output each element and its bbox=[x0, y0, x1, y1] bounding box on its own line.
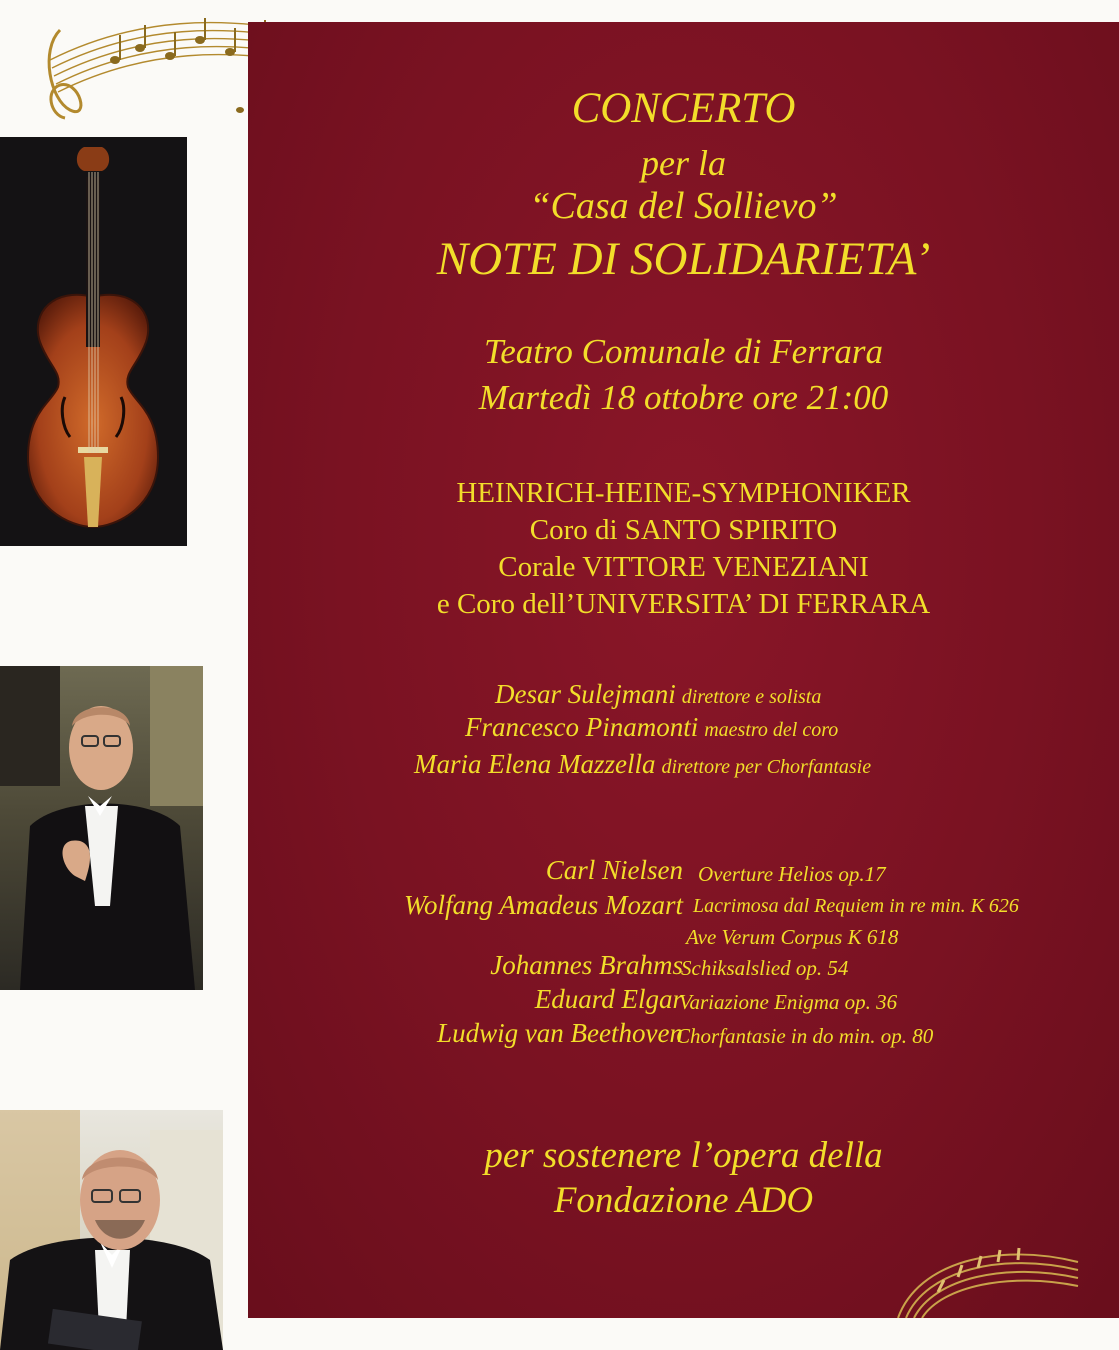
program-composer: Eduard Elgar bbox=[534, 984, 683, 1014]
ensemble-item: e Coro dell’UNIVERSITA’ DI FERRARA bbox=[436, 588, 931, 620]
performer-row bbox=[465, 712, 838, 743]
performer-row bbox=[414, 749, 871, 780]
program-composer: Wolfang Amadeus Mozart bbox=[403, 890, 683, 920]
ensemble-item: Corale VITTORE VENEZIANI bbox=[498, 551, 869, 583]
foundation-name: Fondazione ADO bbox=[553, 1180, 814, 1221]
ensemble-item: HEINRICH-HEINE-SYMPHONIKER bbox=[456, 477, 911, 509]
concert-poster-panel bbox=[248, 22, 1119, 1318]
program-work: Schiksalslied op. 54 bbox=[681, 956, 849, 980]
performer-name: Maria Elena Mazzella bbox=[414, 749, 656, 779]
performer-row bbox=[495, 679, 821, 710]
beneficiary-name: “Casa del Sollievo” bbox=[529, 185, 838, 227]
program-work: Ave Verum Corpus K 618 bbox=[686, 925, 899, 949]
performer-role: direttore per Chorfantasie bbox=[661, 756, 872, 778]
performer-role: maestro del coro bbox=[704, 719, 839, 741]
program-composer: Ludwig van Beethoven bbox=[437, 1018, 683, 1048]
venue-name: Teatro Comunale di Ferrara bbox=[484, 332, 883, 371]
program-composer: Johannes Brahms bbox=[490, 950, 683, 980]
performer-name: Desar Sulejmani bbox=[495, 679, 676, 709]
program-work: Variazione Enigma op. 36 bbox=[679, 990, 898, 1014]
choir-master-photo bbox=[0, 1110, 223, 1350]
treble-clef-decoration bbox=[878, 1232, 1118, 1318]
program-work: Lacrimosa dal Requiem in re min. K 626 bbox=[693, 895, 1019, 917]
performer-name: Francesco Pinamonti bbox=[465, 712, 699, 742]
performer-role: direttore e solista bbox=[681, 686, 822, 708]
program-work: Chorfantasie in do min. op. 80 bbox=[676, 1024, 934, 1048]
program-work: Overture Helios op.17 bbox=[698, 862, 886, 886]
concert-title: CONCERTO bbox=[571, 85, 796, 132]
program-composer: Carl Nielsen bbox=[545, 855, 683, 885]
event-name: NOTE DI SOLIDARIETA’ bbox=[436, 233, 931, 285]
violin-photo bbox=[0, 137, 187, 546]
ensemble-item: Coro di SANTO SPIRITO bbox=[529, 514, 838, 546]
conductor-photo bbox=[0, 666, 203, 990]
subtitle-per-la: per la bbox=[641, 143, 726, 183]
support-line: per sostenere l’opera della bbox=[484, 1135, 883, 1176]
event-date: Martedì 18 ottobre ore 21:00 bbox=[478, 378, 889, 417]
